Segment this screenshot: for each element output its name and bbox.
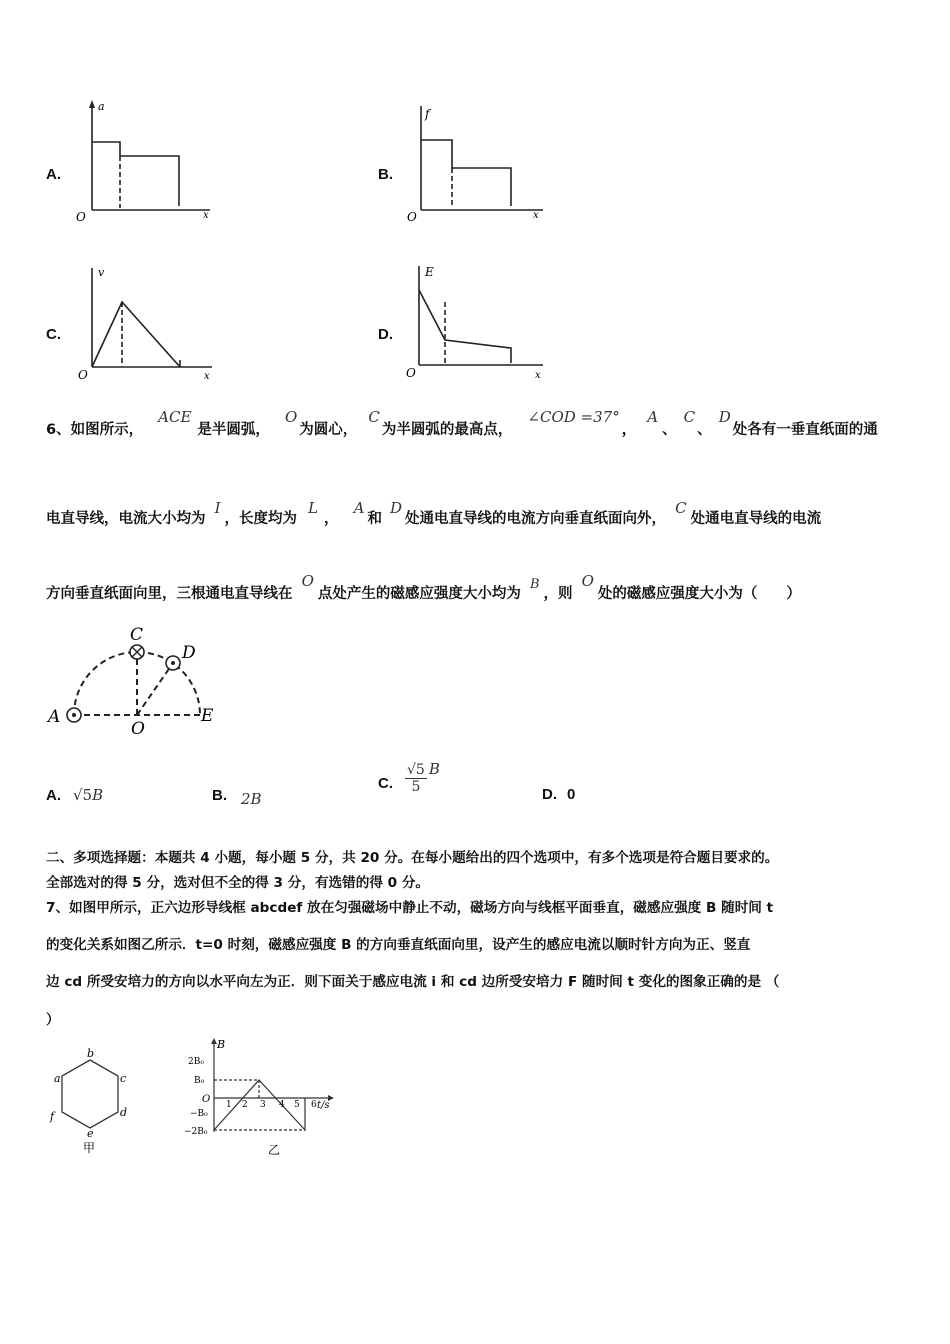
q6-option-b[interactable]: B. 2B bbox=[212, 786, 262, 808]
fig-label-e: E bbox=[201, 706, 214, 726]
graph-origin: O bbox=[202, 1094, 211, 1105]
q6-line-2: 电直导线，电流大小均为 I，长度均为 L， A和 D处通电直导线的电流方向垂直纸面向外， C处通电直导线的电流 bbox=[46, 499, 822, 527]
q6-option-a[interactable]: A. √5 B bbox=[46, 786, 104, 804]
q7-line-2: 的变化关系如图乙所示．t=0 时刻，磁感应强度 B 的方向垂直纸面向里，设产生的感应电流以顺时针方向为正、竖直 bbox=[46, 937, 751, 953]
hexagon-figure bbox=[44, 1048, 139, 1158]
graph-a-origin: O bbox=[76, 210, 86, 223]
q7-line-3: 边 cd 所受安培力的方向以水平向左为正．则下面关于感应电流 i 和 cd 边所受安培力 F 随时间 t 变化的图象正确的是 （ bbox=[46, 974, 780, 990]
graph-xtick-2: 2 bbox=[242, 1100, 248, 1110]
graph-a-y-label: a bbox=[98, 100, 105, 113]
graph-b-y-label: f bbox=[425, 107, 430, 121]
fig-label-c: C bbox=[130, 625, 144, 645]
option-b-label[interactable]: B. bbox=[378, 166, 393, 183]
q6-line-1: 6、如图所示， ACE是半圆弧， O为圆心， C为半圆弧的最高点， ∠COD =37°， A、 C、 D处各有一垂直纸面的通 bbox=[46, 408, 878, 438]
graph-ytick-neg-2b0: −2B₀ bbox=[184, 1127, 208, 1137]
graph-ytick-neg-b0: −B₀ bbox=[190, 1109, 208, 1119]
option-c-label[interactable]: C. bbox=[46, 326, 61, 343]
b-t-graph bbox=[180, 1036, 340, 1158]
hex-caption: 甲 bbox=[83, 1141, 96, 1155]
hex-label-f: f bbox=[50, 1110, 55, 1123]
hex-label-c: c bbox=[120, 1072, 127, 1085]
graph-a-x-label: x bbox=[203, 210, 209, 221]
option-d-label[interactable]: D. bbox=[378, 326, 393, 343]
fig-label-d: D bbox=[182, 643, 196, 663]
graph-b bbox=[403, 100, 553, 225]
graph-xtick-1: 1 bbox=[226, 1100, 232, 1110]
graph-a bbox=[72, 98, 222, 223]
graph-xtick-5: 5 bbox=[294, 1100, 300, 1110]
graph-b-x-label: x bbox=[533, 210, 539, 221]
q7-line-4: ） bbox=[46, 1012, 60, 1028]
graph-d-y-label: E bbox=[425, 265, 434, 279]
q6-option-c[interactable]: C. $\frac{√5}{5}$ B bbox=[378, 759, 440, 795]
section-2-line-1: 二、多项选择题：本题共 4 小题，每小题 5 分，共 20 分。在每小题给出的四个选项中，有多个选项是符合题目要求的。 bbox=[46, 850, 779, 866]
graph-y-axis-label: B bbox=[217, 1038, 226, 1051]
q6-line-3: 方向垂直纸面向里，三根通电直导线在 O点处产生的磁感应强度大小均为 B，则 O处的磁感应强度大小为（ ） bbox=[46, 572, 801, 602]
graph-x-axis-label: t/s bbox=[317, 1100, 330, 1111]
q6-semicircle-figure bbox=[44, 620, 234, 742]
graph-c-origin: O bbox=[78, 368, 88, 382]
graph-ytick-b0: B₀ bbox=[194, 1076, 205, 1086]
graph-xtick-6: 6 bbox=[311, 1100, 317, 1110]
graph-caption: 乙 bbox=[268, 1143, 281, 1157]
hex-label-a: a bbox=[54, 1072, 61, 1085]
graph-d-x-label: x bbox=[535, 370, 541, 381]
section-2-line-2: 全部选对的得 5 分，选对但不全的得 3 分，有选错的得 0 分。 bbox=[46, 875, 430, 891]
hex-label-d: d bbox=[120, 1106, 128, 1119]
graph-ytick-2b0: 2B₀ bbox=[188, 1057, 204, 1067]
fig-label-a: A bbox=[48, 707, 61, 727]
q7-line-1: 7、如图甲所示，正六边形导线框 abcdef 放在匀强磁场中静止不动，磁场方向与线框平面垂直，磁感应强度 B 随时间 t bbox=[46, 900, 774, 916]
graph-xtick-3: 3 bbox=[260, 1100, 266, 1110]
graph-c bbox=[72, 262, 222, 387]
graph-xtick-4: 4 bbox=[279, 1100, 285, 1110]
graph-d bbox=[403, 262, 553, 387]
graph-c-x-label: x bbox=[204, 371, 210, 382]
graph-b-origin: O bbox=[407, 210, 417, 224]
graph-c-y-label: v bbox=[98, 266, 105, 279]
graph-d-origin: O bbox=[406, 366, 416, 380]
option-a-label[interactable]: A. bbox=[46, 166, 61, 183]
hex-label-b: b bbox=[87, 1048, 95, 1060]
q6-option-d[interactable]: D. 0 bbox=[542, 786, 576, 803]
hex-label-e: e bbox=[87, 1127, 94, 1140]
fig-label-o: O bbox=[131, 719, 145, 739]
